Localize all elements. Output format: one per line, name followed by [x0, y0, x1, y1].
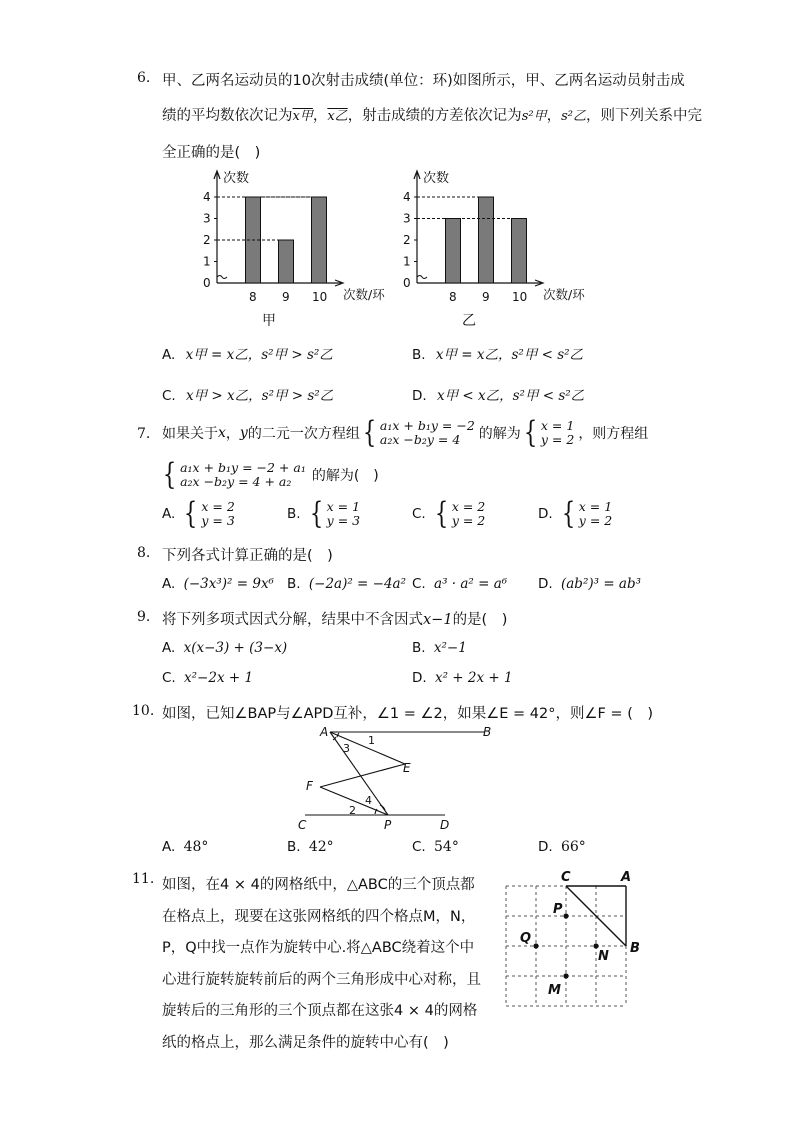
q10-label-c: C [298, 818, 307, 832]
y-tick-label: 1 [203, 254, 211, 269]
q10-angle-1: 1 [368, 734, 375, 747]
q7-line2 [160, 457, 379, 492]
q8-option-b[interactable] [287, 576, 406, 592]
q7-sys2-row1: a₁x + b₁y = −2 + a₁ [180, 460, 306, 475]
q11-line-2: 在格点上，现要在这张网格纸的四个格点M，N， [162, 908, 476, 925]
q8-number: 8. [137, 545, 151, 561]
q8-option-c[interactable] [412, 576, 507, 592]
q7-sys2-row2: a₂x −b₂y = 4 + a₂ [180, 474, 292, 489]
q9-line [162, 608, 507, 629]
q7-sol-row2: y = 2 [540, 432, 575, 447]
q6-option-a-label: A. [162, 347, 176, 363]
y-axis-label: 次数 [223, 171, 250, 186]
point-m [563, 973, 568, 978]
x-tick-label: 8 [449, 290, 457, 304]
q9-option-c-text: x²−2x + 1 [184, 670, 254, 686]
q8-option-d-label: D. [538, 576, 553, 592]
q7-option-c-label: C. [412, 506, 426, 522]
q6-line2b: ，射击成绩的方差依次记为 [347, 108, 522, 124]
q11-label-a: A [621, 870, 632, 885]
q7-sys1-row2: a₂x −b₂y = 4 [379, 432, 461, 447]
q6-line2a: 绩的平均数依次记为 [162, 108, 293, 124]
q11-line-1: 如图，在4 × 4的网格纸中，△ABC的三个顶点都 [162, 877, 475, 893]
bar-10 [312, 197, 327, 283]
x-tick-label: 9 [282, 290, 290, 304]
q7-option-b[interactable] [287, 496, 361, 531]
q9-text: 将下列多项式因式分解，结果中不含因式 [162, 612, 423, 628]
q7-text5: 的解为( ) [311, 468, 379, 484]
q10-number: 10. [132, 703, 155, 719]
q7-text2: 的二元一次方程组 [247, 426, 360, 442]
q10-label-f: F [306, 779, 313, 793]
q10-angle-2: 2 [349, 804, 356, 817]
q9-option-c[interactable] [162, 670, 253, 686]
q10-option-c-label: C. [412, 839, 426, 855]
q7-option-d-label: D. [538, 506, 553, 522]
x-tick-label: 10 [512, 290, 528, 304]
q11-line-5: 旋转后的三角形的三个顶点都在这张4 × 4的网格 [162, 1003, 478, 1019]
q6-s2-jia: s²甲 [521, 109, 547, 124]
q10-label-a: A [320, 725, 329, 739]
x-tick-label: 10 [312, 290, 328, 304]
q7-option-d-system: { x = 1 y = 2 [561, 496, 613, 531]
bar-10 [512, 219, 527, 284]
q6-number: 6. [137, 70, 151, 86]
bar-8 [446, 219, 461, 284]
q7-option-a-system: { x = 2 y = 3 [184, 496, 235, 531]
q7-option-d-r1: x = 1 [578, 499, 613, 514]
q11-label-m: M [548, 983, 561, 998]
q10-angle-3: 3 [343, 742, 350, 755]
q7-text1: 如果关于 [162, 426, 218, 442]
chart-yi [403, 170, 585, 329]
segment-ef [320, 764, 405, 787]
q6-line2: 绩的平均数依次记为x甲，x乙，射击成绩的方差依次记为s²甲，s²乙，则下列关系中完 [162, 108, 702, 124]
axis-break-mark [217, 276, 227, 279]
q7-text4: ，则方程组 [578, 426, 649, 442]
axis-break-mark [417, 276, 427, 279]
y-tick-label: 3 [403, 211, 411, 226]
q6-option-d[interactable] [412, 384, 584, 404]
point-q [533, 943, 538, 948]
q7-line1 [162, 415, 649, 450]
q8-option-b-label: B. [287, 576, 301, 592]
q7-system1: { a₁x + b₁y = −2 a₂x −b₂y = 4 [362, 415, 475, 450]
q7-option-b-system: { x = 1 y = 3 [309, 496, 361, 531]
y-tick-label: 0 [403, 276, 411, 290]
q11-text [162, 870, 481, 1059]
chart-title: 乙 [462, 313, 476, 329]
q7-option-b-r2: y = 3 [326, 513, 361, 528]
q10-option-a-text: 48° [183, 839, 209, 855]
bar-9 [279, 240, 294, 283]
q9-option-a-label: A. [162, 640, 176, 656]
y-axis-label: 次数 [423, 171, 450, 186]
q6-charts [196, 165, 616, 330]
q11-line-4: 心进行旋转旋转前后的两个三角形成中心对称，且 [162, 971, 481, 988]
q10-option-b-text: 42° [308, 839, 334, 855]
q10-option-b-label: B. [287, 839, 301, 855]
q8-option-a[interactable] [162, 576, 274, 592]
q10-label-p: P [384, 818, 392, 832]
grid-lines [506, 886, 626, 1006]
q9-option-a-text: x(x−3) + (3−x) [183, 640, 288, 656]
q10-option-a[interactable] [162, 839, 208, 855]
chart-title: 甲 [262, 313, 276, 329]
q7-option-b-label: B. [287, 506, 301, 522]
q7-option-c[interactable] [412, 496, 486, 531]
q6-option-b[interactable] [412, 343, 583, 363]
q6-xbar-yi: x乙 [327, 109, 348, 124]
bar-9 [479, 197, 494, 283]
q11-grid-figure [498, 866, 658, 1016]
q7-option-a[interactable] [162, 496, 235, 531]
q10-option-d-label: D. [538, 839, 553, 855]
y-tick-label: 2 [203, 233, 211, 247]
q6-line3: 全正确的是( ) [162, 145, 261, 161]
y-tick-label: 4 [203, 190, 211, 204]
q9-option-d-label: D. [412, 670, 427, 686]
q9-option-d-text: x² + 2x + 1 [434, 670, 513, 686]
q6-s2-yi: s²乙 [561, 109, 586, 124]
q9-number: 9. [137, 609, 151, 625]
q6-xbar-jia: x甲 [292, 109, 313, 124]
q10-option-c-text: 54° [434, 839, 459, 855]
q8-option-d-text: (ab²)³ = ab³ [560, 576, 642, 592]
q6-line2c: ，则下列关系中完 [585, 108, 702, 124]
q9-text2: 的是( ) [452, 612, 508, 628]
q7-var-y: y [239, 425, 248, 441]
point-n [593, 943, 598, 948]
q10-text: 如图，已知∠BAP与∠APD互补，∠1 = ∠2，如果∠E = 42°，则∠F = ( ) [162, 706, 654, 722]
q7-option-d-r2: y = 2 [578, 513, 613, 528]
q8-option-a-text: (−3x³)² = 9x⁶ [183, 576, 274, 592]
q10-option-a-label: A. [162, 839, 176, 855]
q7-number: 7. [137, 426, 151, 442]
q7-option-a-r1: x = 2 [201, 499, 235, 514]
q10-label-b: B [483, 725, 492, 739]
q11-label-b: B [630, 941, 640, 956]
q7-option-a-label: A. [162, 506, 176, 522]
q8-option-c-text: a³ · a² = a⁶ [434, 576, 508, 592]
q7-solution: { x = 1 y = 2 [523, 415, 575, 450]
q10-option-b[interactable] [287, 839, 334, 855]
q6-option-a-text: x甲 = x乙，s²甲 > s²乙 [185, 347, 333, 363]
q8-option-a-label: A. [162, 576, 176, 592]
y-tick-label: 3 [203, 211, 211, 226]
q6-option-c-label: C. [162, 388, 176, 404]
q8-option-c-label: C. [412, 576, 426, 592]
q11-label-c: C [561, 870, 571, 885]
q7-option-c-r1: x = 2 [451, 499, 486, 514]
q6-option-a[interactable] [162, 343, 333, 363]
point-p [563, 913, 568, 918]
q9-option-d[interactable] [412, 670, 513, 686]
q11-number: 11. [132, 871, 155, 887]
x-axis-label: 次数/环 [343, 287, 385, 302]
q10-figure [295, 722, 495, 834]
q8-option-b-text: (−2a)² = −4a² [308, 576, 407, 592]
q9-option-b-text: x²−1 [433, 640, 467, 656]
q9-expr: x−1 [423, 612, 453, 628]
q6-option-c[interactable] [162, 384, 333, 404]
angle-mark-1 [337, 733, 339, 737]
q7-sys1-row1: a₁x + b₁y = −2 [379, 418, 475, 433]
q7-sol-row1: x = 1 [540, 418, 575, 433]
x-tick-label: 9 [482, 290, 490, 304]
q11-line-6: 纸的格点上，那么满足条件的旋转中心有( ) [162, 1034, 449, 1051]
y-tick-label: 0 [203, 276, 211, 290]
q11-label-q: Q [520, 931, 532, 946]
q6-option-c-text: x甲 > x乙，s²甲 > s²乙 [186, 388, 334, 404]
q9-option-b[interactable] [412, 640, 467, 656]
q6-option-b-label: B. [412, 347, 426, 363]
q6-option-d-label: D. [412, 388, 427, 404]
q6-option-b-text: x甲 = x乙，s²甲 < s²乙 [435, 347, 584, 363]
q8-option-d[interactable] [538, 576, 641, 592]
q6-line1: 甲、乙两名运动员的10次射击成绩(单位：环)如图所示，甲、乙两名运动员射击成 [162, 73, 685, 89]
q11-label-p: P [553, 902, 563, 917]
q9-option-c-label: C. [162, 670, 176, 686]
q7-option-c-system: { x = 2 y = 2 [434, 496, 486, 531]
q7-option-b-r1: x = 1 [326, 499, 361, 514]
chart-jia [203, 170, 385, 329]
x-tick-label: 8 [249, 290, 257, 304]
q11-label-n: N [598, 949, 609, 964]
q7-option-d[interactable] [538, 496, 613, 531]
q7-comma: ， [225, 426, 240, 442]
q8-text: 下列各式计算正确的是( ) [162, 548, 333, 564]
q7-var-x: x [218, 425, 226, 441]
x-axis-label: 次数/环 [543, 287, 585, 302]
q10-label-d: D [440, 818, 450, 832]
q7-option-c-r2: y = 2 [451, 513, 486, 528]
q6-option-d-text: x甲 < x乙，s²甲 < s²乙 [436, 388, 585, 404]
q9-option-a[interactable] [162, 640, 287, 656]
q10-label-e: E [403, 761, 411, 775]
q10-option-d-text: 66° [560, 839, 586, 855]
q10-angle-4: 4 [365, 794, 372, 807]
q11-line-3: P，Q中找一点作为旋转中心.将△ABC绕着这个中 [162, 940, 475, 956]
q7-option-a-r2: y = 3 [201, 513, 235, 528]
q10-option-c[interactable] [412, 839, 459, 855]
q10-option-d[interactable] [538, 839, 586, 855]
q9-option-b-label: B. [412, 640, 426, 656]
y-tick-label: 1 [403, 254, 411, 269]
y-tick-label: 4 [403, 190, 411, 204]
q7-system2: { a₁x + b₁y = −2 + a₁ a₂x −b₂y = 4 + a₂ [162, 457, 306, 492]
y-tick-label: 2 [403, 233, 411, 247]
q7-text3: 的解为 [478, 426, 521, 442]
